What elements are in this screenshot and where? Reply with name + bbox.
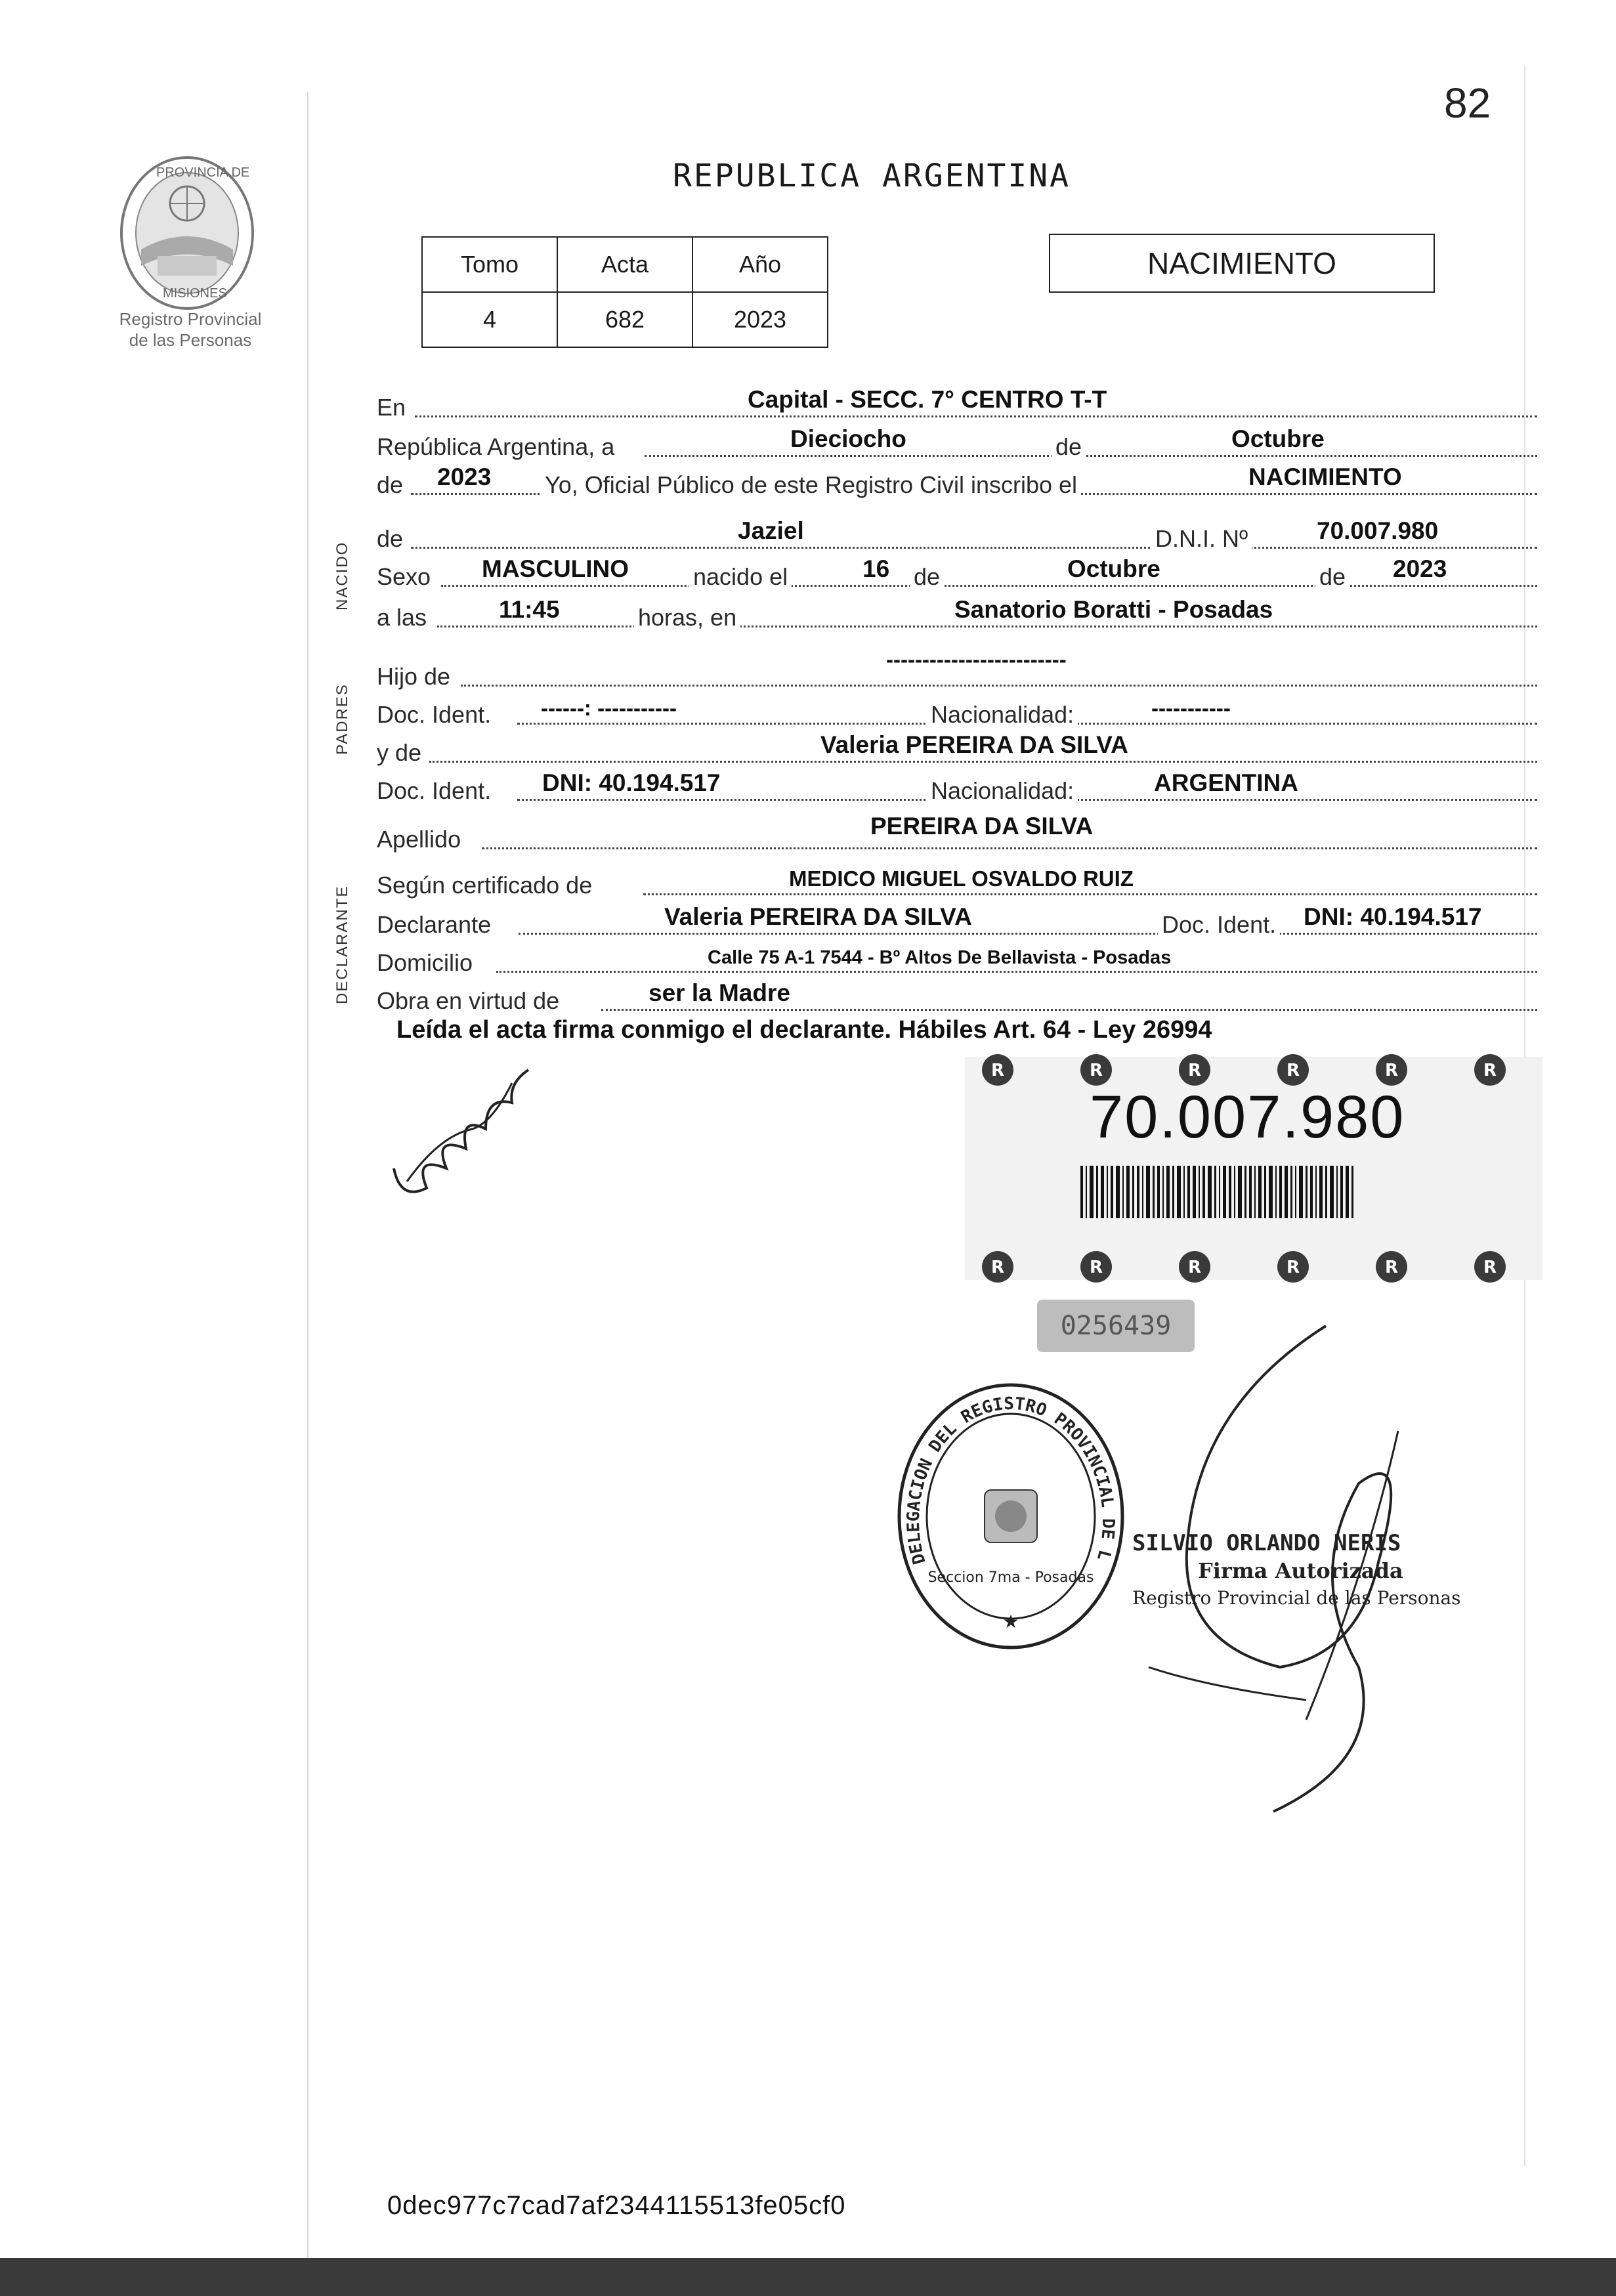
seal-outer-text: DELEGACION DEL REGISTRO PROVINCIAL DE L bbox=[903, 1393, 1118, 1567]
value-lugar-nac: Sanatorio Boratti - Posadas bbox=[954, 596, 1273, 623]
signer-role: Firma Autorizada bbox=[1198, 1558, 1403, 1583]
svg-text:R: R bbox=[1385, 1258, 1399, 1277]
svg-text:R: R bbox=[991, 1061, 1005, 1080]
value-doc-madre: DNI: 40.194.517 bbox=[542, 769, 721, 796]
value-nac-madre: ARGENTINA bbox=[1154, 769, 1298, 796]
dotted-line bbox=[415, 415, 1537, 417]
official-seal bbox=[886, 1365, 1136, 1654]
svg-text:R: R bbox=[1483, 1061, 1497, 1080]
label-certificado: Según certificado de bbox=[377, 872, 593, 899]
value-mes-nac: Octubre bbox=[1067, 555, 1160, 582]
dotted-line bbox=[519, 933, 1537, 935]
value-madre: Valeria PEREIRA DA SILVA bbox=[820, 731, 1128, 758]
label-doc2: Doc. Ident. bbox=[377, 777, 492, 804]
side-label-padres: PADRES bbox=[333, 683, 351, 755]
side-label-nacido: NACIDO bbox=[333, 541, 351, 610]
svg-text:R: R bbox=[1483, 1258, 1497, 1277]
value-tomo: 4 bbox=[422, 292, 557, 347]
label-nacido: nacido el bbox=[689, 563, 792, 591]
label-domicilio: Domicilio bbox=[377, 949, 473, 976]
label-en: En bbox=[377, 394, 406, 421]
dotted-line bbox=[643, 893, 1537, 895]
value-dni: 70.007.980 bbox=[1317, 517, 1439, 544]
label-yde: y de bbox=[377, 739, 422, 766]
label-declarante: Declarante bbox=[377, 911, 492, 938]
label-nombre: de bbox=[377, 525, 404, 552]
svg-text:R: R bbox=[1385, 1061, 1399, 1080]
svg-text:R: R bbox=[1188, 1258, 1202, 1277]
label-nac2: Nacionalidad: bbox=[927, 777, 1078, 805]
label-nac1: Nacionalidad: bbox=[927, 701, 1078, 729]
signer-entity: Registro Provincial de las Personas bbox=[1132, 1587, 1461, 1609]
value-domicilio: Calle 75 A-1 7544 - Bº Altos De Bellavista - Posadas bbox=[708, 947, 1172, 968]
declarant-signature bbox=[387, 1057, 538, 1208]
scan-edge bbox=[0, 2258, 1616, 2296]
registry-caption-line2: de las Personas bbox=[129, 330, 252, 350]
value-nombre: Jaziel bbox=[738, 517, 804, 544]
label-de4: de bbox=[1315, 563, 1350, 591]
dotted-line bbox=[429, 761, 1537, 763]
document-heading: REPUBLICA ARGENTINA bbox=[673, 158, 1071, 194]
label-de: de bbox=[1052, 433, 1086, 461]
registry-table bbox=[421, 236, 828, 348]
stamp-number: 70.007.980 bbox=[1090, 1084, 1405, 1151]
registry-caption-line1: Registro Provincial bbox=[119, 309, 262, 329]
svg-text:R: R bbox=[1286, 1258, 1300, 1277]
value-hora: 11:45 bbox=[499, 596, 560, 623]
crest-text-top: PROVINCIA DE bbox=[156, 165, 250, 180]
value-mes-registro: Octubre bbox=[1231, 425, 1325, 452]
label-hijo: Hijo de bbox=[377, 663, 451, 690]
security-stamp bbox=[965, 1044, 1542, 1293]
signer-name: SILVIO ORLANDO NERIS bbox=[1132, 1530, 1401, 1556]
svg-text:R: R bbox=[1090, 1258, 1103, 1277]
registry-table-values bbox=[422, 292, 828, 347]
value-sexo: MASCULINO bbox=[482, 555, 629, 582]
label-obra: Obra en virtud de bbox=[377, 987, 560, 1014]
document-hash: 0dec977c7cad7af2344115513fe05cf0 bbox=[387, 2191, 846, 2220]
label-hora: a las bbox=[377, 604, 427, 631]
header-anio: Año bbox=[692, 237, 828, 292]
svg-text:R: R bbox=[1090, 1061, 1103, 1080]
label-sexo: Sexo bbox=[377, 563, 431, 590]
closing-statement: Leída el acta firma conmigo el declarante. Hábiles Art. 64 - Ley 26994 bbox=[396, 1016, 1212, 1044]
crest-text-bottom: MISIONES bbox=[163, 286, 227, 301]
label-dni: D.N.I. Nº bbox=[1151, 525, 1252, 553]
value-nac-padre: ----------- bbox=[1151, 696, 1231, 720]
seal-icon bbox=[886, 1365, 1136, 1654]
label-apellido: Apellido bbox=[377, 826, 461, 853]
header-tomo: Tomo bbox=[422, 237, 557, 292]
value-lugar: Capital - SECC. 7° CENTRO T-T bbox=[748, 386, 1107, 413]
value-doc-declarante: DNI: 40.194.517 bbox=[1304, 903, 1482, 930]
dotted-line bbox=[437, 626, 1537, 627]
value-obra: ser la Madre bbox=[649, 979, 790, 1006]
label-doc3: Doc. Ident. bbox=[1158, 911, 1280, 939]
stamp-pattern bbox=[965, 1044, 1542, 1293]
value-anio-nac: 2023 bbox=[1393, 555, 1447, 582]
label-de2: de bbox=[377, 471, 404, 498]
provincial-crest bbox=[112, 151, 263, 315]
value-dia-nac: 16 bbox=[862, 555, 890, 582]
stamp-serial: 0256439 bbox=[1037, 1300, 1195, 1352]
dotted-line bbox=[482, 847, 1537, 849]
dotted-line bbox=[411, 547, 1537, 549]
label-yo-text: Yo, Oficial Público de este Registro Civil inscribo el bbox=[541, 471, 1081, 499]
dotted-line bbox=[461, 685, 1537, 687]
dotted-line bbox=[645, 455, 1537, 457]
margin-line bbox=[307, 92, 308, 2258]
value-dia-registro: Dieciocho bbox=[790, 425, 906, 452]
svg-text:R: R bbox=[991, 1258, 1005, 1277]
value-tipo: NACIMIENTO bbox=[1248, 463, 1402, 490]
value-certificado: MEDICO MIGUEL OSVALDO RUIZ bbox=[789, 866, 1134, 891]
svg-text:★: ★ bbox=[1002, 1611, 1019, 1632]
value-declarante: Valeria PEREIRA DA SILVA bbox=[664, 903, 972, 930]
label-doc1: Doc. Ident. bbox=[377, 701, 492, 728]
side-label-declarante: DECLARANTE bbox=[333, 885, 351, 1004]
page-number: 82 bbox=[1444, 79, 1491, 127]
value-doc-padre: ------: ----------- bbox=[541, 696, 677, 720]
dotted-line bbox=[441, 585, 1537, 587]
svg-text:R: R bbox=[1188, 1061, 1202, 1080]
svg-text:R: R bbox=[1286, 1061, 1300, 1080]
label-de3: de bbox=[910, 563, 944, 591]
registry-caption bbox=[98, 308, 282, 351]
dotted-line bbox=[496, 971, 1537, 973]
value-acta: 682 bbox=[557, 292, 692, 347]
record-type-box: NACIMIENTO bbox=[1049, 234, 1435, 293]
dotted-line bbox=[601, 1009, 1537, 1011]
registry-table-header bbox=[422, 237, 828, 292]
value-apellido: PEREIRA DA SILVA bbox=[870, 813, 1094, 840]
label-republica: República Argentina, a bbox=[377, 433, 615, 460]
header-acta: Acta bbox=[557, 237, 692, 292]
seal-inner-text: Seccion 7ma - Posadas bbox=[927, 1569, 1094, 1586]
value-anio-registro: 2023 bbox=[437, 463, 492, 490]
label-horas-en: horas, en bbox=[634, 604, 740, 631]
signature-block bbox=[1132, 1529, 1461, 1612]
value-padre: ------------------------- bbox=[886, 647, 1067, 671]
value-anio: 2023 bbox=[692, 292, 828, 347]
